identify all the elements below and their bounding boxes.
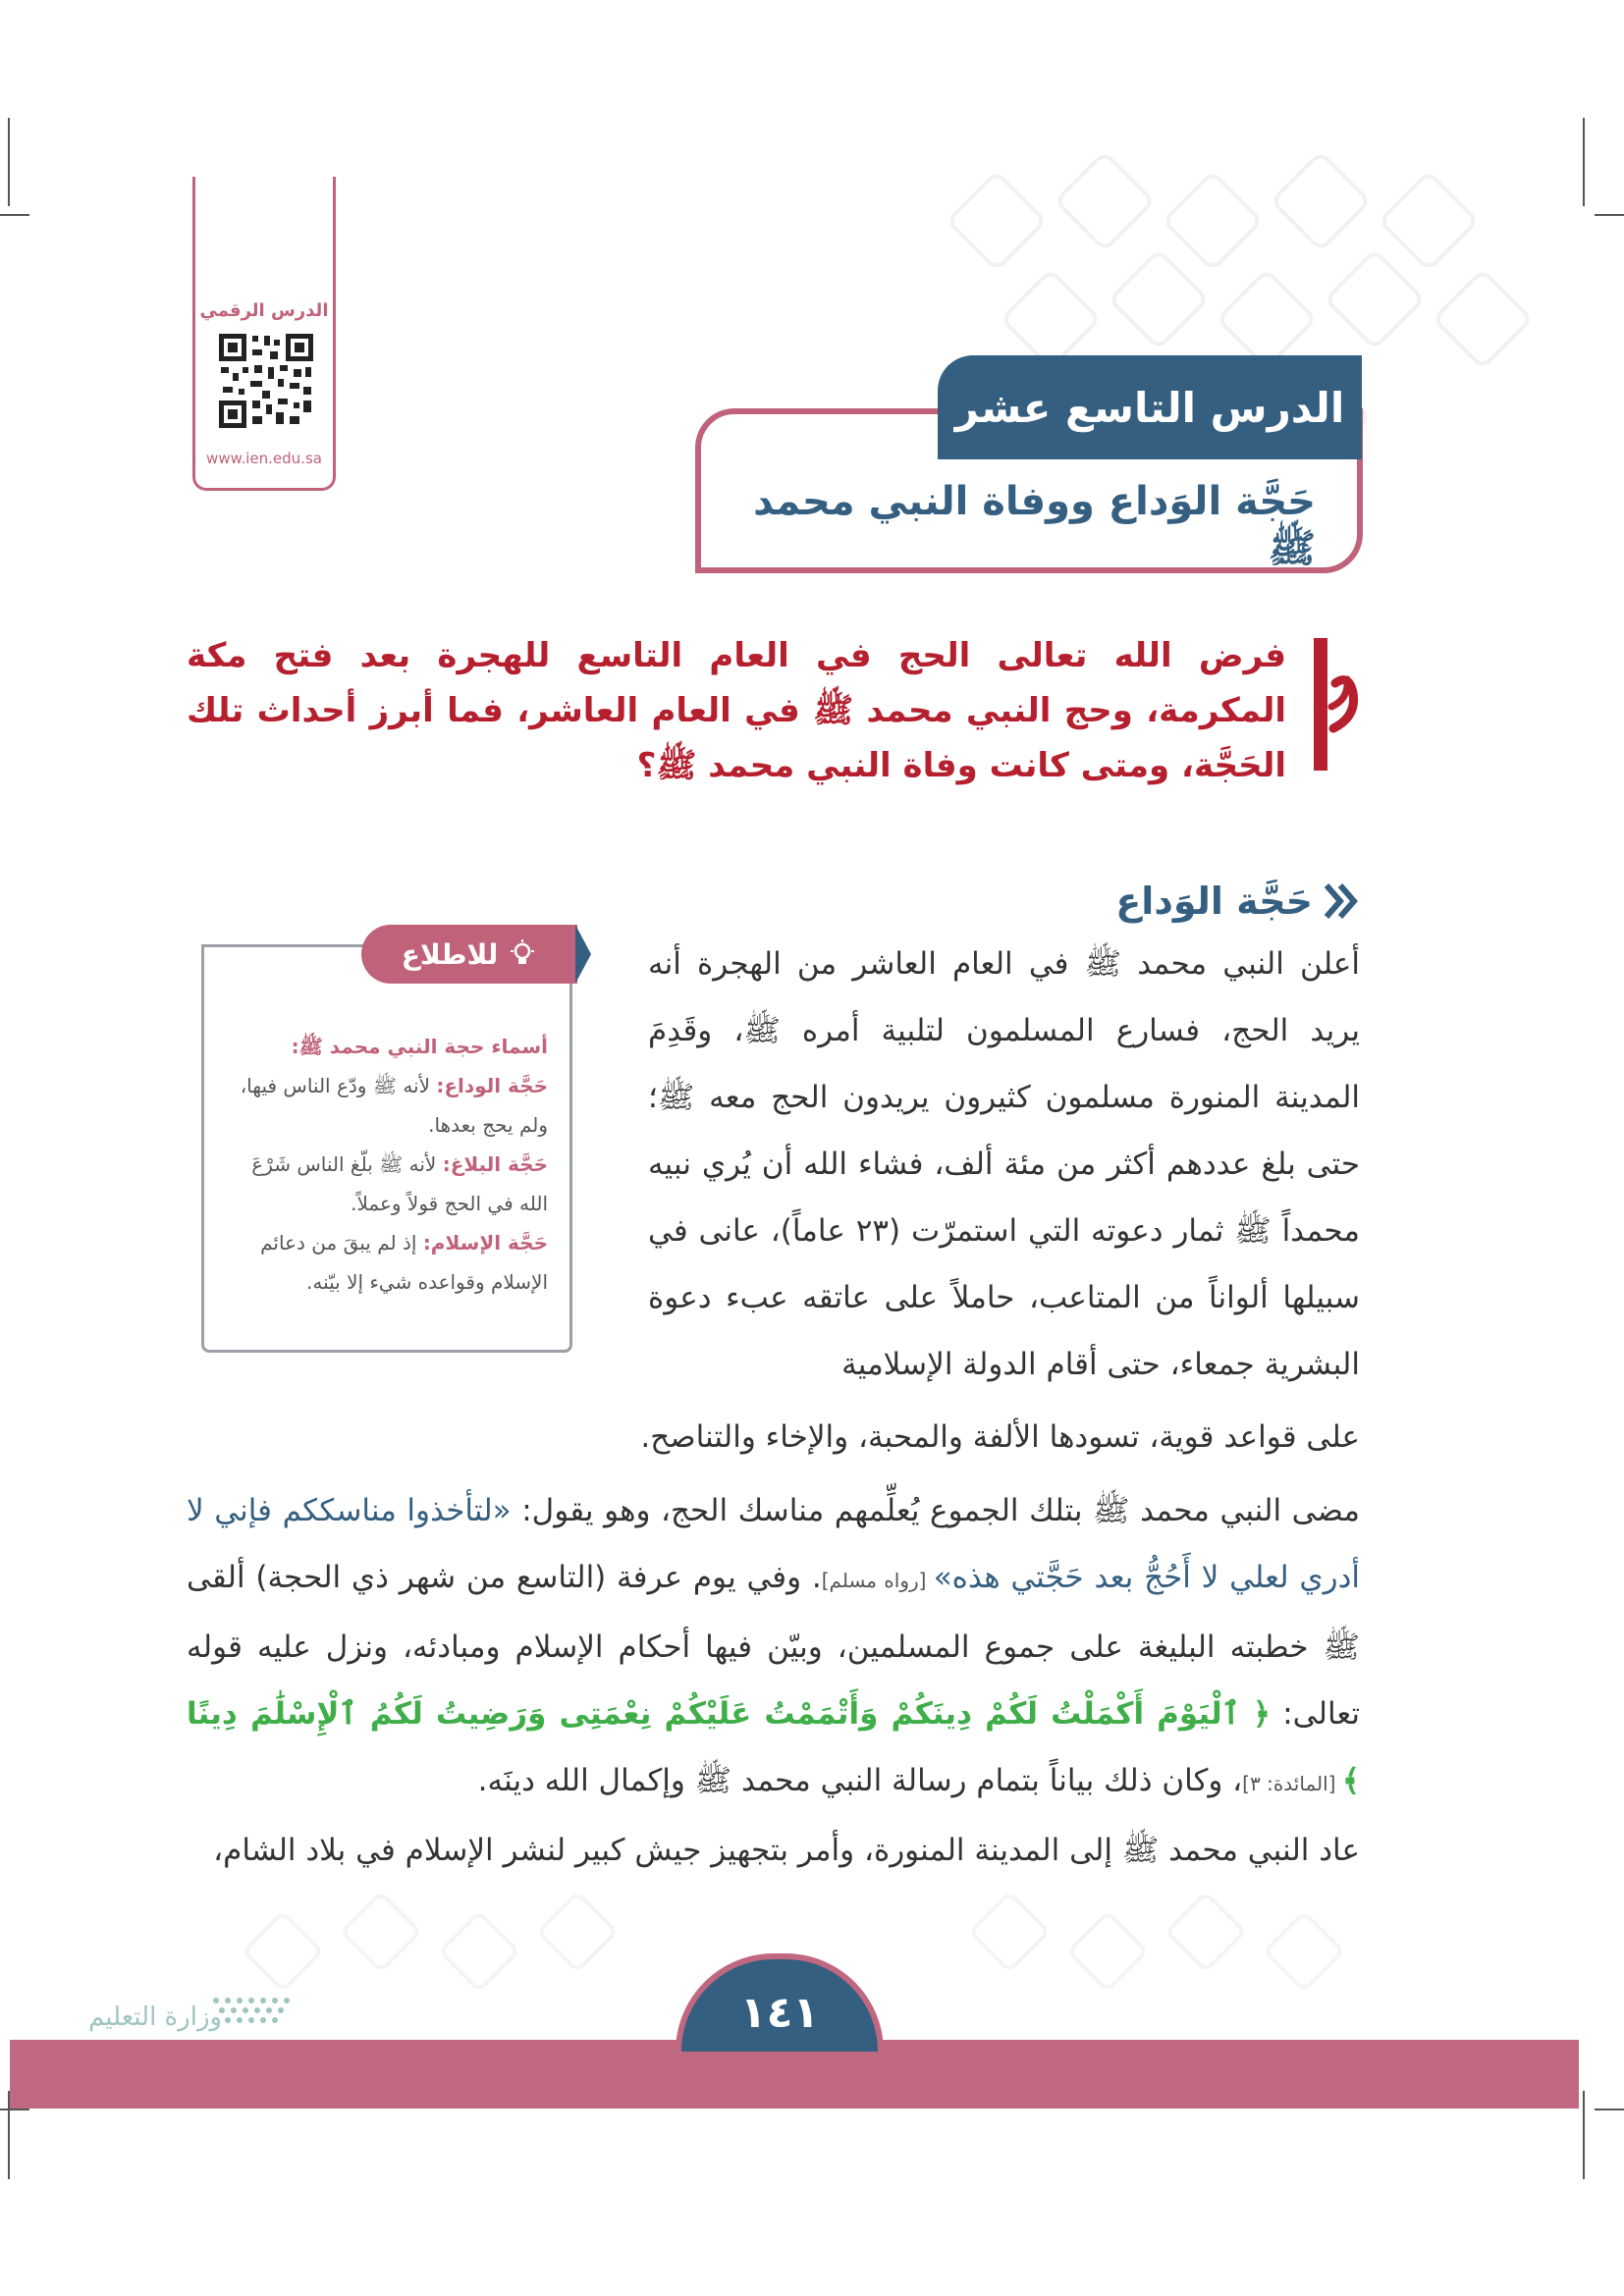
info-item-term: حَجَّة البلاغ: — [442, 1152, 548, 1176]
verse-reference: [المائدة: ٣] — [1242, 1772, 1342, 1795]
info-box-heading: أسماء حجة النبي محمد ﷺ: — [291, 1035, 548, 1058]
p2-text: . وفي يوم عرفة (التاسع من شهر ذي الحجة) ألقى ﷺ خطبته البليغة على جموع المسلمين، وبيّن فيها أحكام الإسلام ومبادئه، ونزل عليه قوله تعالى: — [187, 1560, 1360, 1732]
crop-mark — [1583, 118, 1585, 206]
crop-mark — [0, 2109, 29, 2110]
crop-mark — [1595, 2109, 1624, 2110]
p2-text: مضى النبي محمد ﷺ بتلك الجموع يُعلِّمهم مناسك الحج، وهو يقول: — [511, 1493, 1360, 1528]
lesson-title: حَجَّة الوَداع ووفاة النبي محمد ﷺ — [753, 479, 1316, 571]
digital-lesson-title: الدرس الرقمي — [199, 300, 329, 321]
info-item — [236, 1066, 548, 1145]
question-mark-icon — [1327, 660, 1363, 748]
ministry-logo-text: وزارة التعليم — [88, 2002, 223, 2032]
info-item-term: حَجَّة الوداع: — [436, 1074, 548, 1097]
website-link[interactable]: www.ien.edu.sa — [206, 450, 322, 467]
info-box-tab-tip — [575, 925, 591, 984]
lightbulb-icon — [508, 939, 537, 969]
info-item-text: إذ لم يبقَ من دعائم الإسلام وقواعده شيء إلا بيّنه. — [260, 1231, 548, 1294]
digital-lesson-card[interactable] — [192, 177, 336, 491]
section-heading — [982, 874, 1360, 929]
info-box-content — [236, 1027, 548, 1302]
crop-mark — [0, 214, 29, 216]
info-item — [236, 1223, 548, 1302]
intro-accent-bar — [1314, 638, 1327, 771]
info-item-text: لأنه ﷺ بلّغ الناس شَرْعَ الله في الحج قولاً وعملاً. — [251, 1152, 548, 1215]
crop-mark — [8, 118, 10, 206]
info-item-term: حَجَّة الإسلام: — [422, 1231, 548, 1255]
info-item-text: لأنه ﷺ ودّع الناس فيها، ولم يحج بعدها. — [240, 1074, 548, 1137]
lesson-number-tab — [938, 355, 1362, 459]
body-paragraph-3: عاد النبي محمد ﷺ إلى المدينة المنورة، وأمر بتجهيز جيش كبير لنشر الإسلام في بلاد الشام، — [213, 1833, 1360, 1868]
quran-verse: ﴿ ٱلْيَوْمَ أَكْمَلْتُ لَكُمْ دِينَكُمْ وَأَتْمَمْتُ عَلَيْكُمْ نِعْمَتِى وَرَضِيتُ لَكُمُ ٱلْإِسْلَٰمَ دِينًا ﴾ — [187, 1696, 1360, 1798]
info-box-tab — [361, 925, 577, 984]
intro-question: فرض الله تعالى الحج في العام التاسع للهجرة بعد فتح مكة المكرمة، وحج النبي محمد ﷺ في العام العاشر، فما أبرز أحداث تلك الحَجَّة، ومتى كانت وفاة النبي محمد ﷺ؟ — [187, 636, 1286, 785]
hadith-quote: «لتأخذوا مناسككم فإني لا أدري لعلي لا أَحُجُّ بعد حَجَّتي هذه» — [187, 1493, 1360, 1595]
p2-text: ، وكان ذلك بياناً بتمام رسالة النبي محمد ﷺ وإكمال الله دينَه. — [477, 1763, 1243, 1798]
section-heading-text: حَجَّة الوَداع — [1115, 880, 1313, 923]
body-paragraph-2 — [187, 1477, 1360, 1884]
hadith-reference: [رواه مسلم] — [821, 1569, 934, 1592]
lesson-number: الدرس التاسع عشر — [954, 383, 1345, 432]
body-paragraph-1: أعلن النبي محمد ﷺ في العام العاشر من الهجرة أنه يريد الحج، فسارع المسلمون لتلبية أمره ﷺ، وقَدِمَ المدينة المنورة مسلمون كثيرون يريدون الحج معه ﷺ؛ حتى بلغ عددهم أكثر من مئة ألف، فشاء الله أن يُري نبيه محمداً ﷺ ثمار دعوته التي استمرّت (٢٣ عاماً)، عانى في سبيلها ألواناً من المتاعب، حاملاً على عاتقه عبء دعوة البشرية جمعاء، حتى أقام الدولة الإسلامية — [648, 946, 1360, 1382]
body-paragraph-1-end: على قواعد قوية، تسودها الألفة والمحبة، والإخاء والتناصح. — [640, 1419, 1360, 1455]
info-item — [236, 1145, 548, 1223]
crop-mark — [1595, 214, 1624, 216]
double-chevron-icon — [1323, 881, 1360, 921]
info-box-tab-label: للاطلاع — [401, 937, 499, 971]
qr-code-icon[interactable] — [219, 334, 313, 428]
page-number: ١٤١ — [739, 1987, 820, 2038]
crop-mark — [1583, 2091, 1585, 2179]
